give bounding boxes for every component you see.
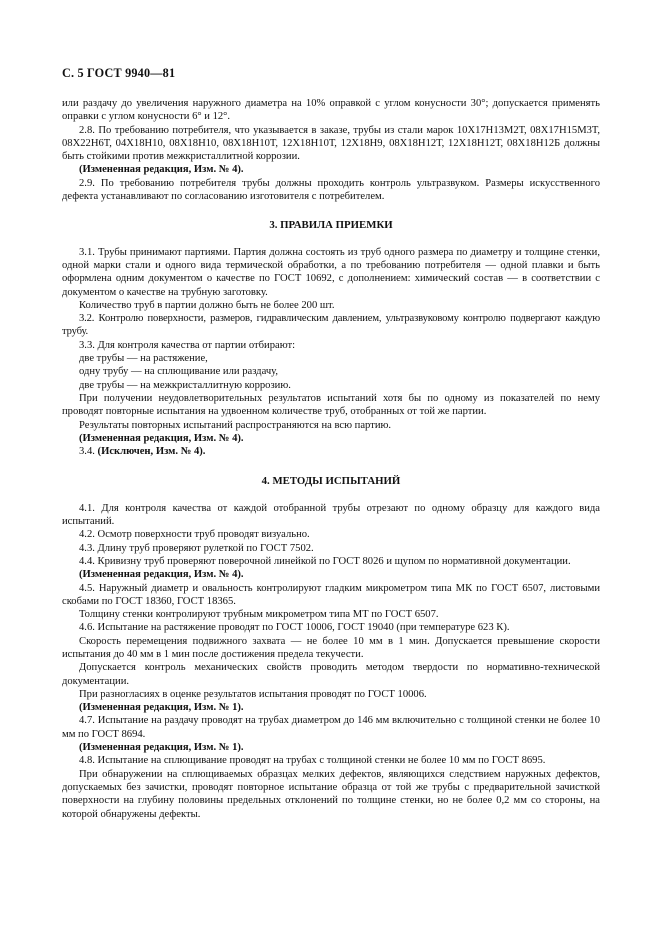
amendment-note: (Измененная редакция, Изм. № 4). [79,569,244,581]
paragraph: 4.8. Испытание на сплющивание проводят на трубах с толщиной стенки не более 10 мм по ГОСТ 8695. [79,755,546,767]
paragraph: При получении неудовлетворительных результатов испытаний хотя бы по одному из показателей по нему проводят повторные испытания на удвоенном количестве труб, отобранных от той же партии. [62,392,600,418]
paragraph: 3.3. Для контроля качества от партии отбирают: [79,339,296,351]
paragraph: 2.9. По требованию потребителя трубы должны проходить контроль ультразвуком. Размеры искусственного дефекта устанавливают по согласованию изготовителя с потребителем. [62,177,600,203]
paragraph: 3.1. Трубы принимают партиями. Партия должна состоять из труб одного размера по диаметру и толщине стенки, одной марки стали и одного вида термической обработки, а по требованию потребителя — одной плавки и быть оформлена одним документом о качестве по ГОСТ 10692, с дополнением: химический состав — в соответствии с документом о качестве на трубную заготовку. [62,246,600,298]
paragraph: 4.2. Осмотр поверхности труб проводят визуально. [79,529,310,541]
amendment-note: (Исключен, Изм. № 4). [97,446,206,458]
paragraph: При обнаружении на сплющиваемых образцах мелких дефектов, являющихся следствием наружных дефектов, допускаемых без зачистки, проводят повторное испытание образца от той же трубы с предварительной зачисткой поверхности на глубину половины предельных отклонений по толщине стенки, но не более 0,2 мм со стороны, на которой обнаружены дефекты. [62,768,600,820]
paragraph: 4.5. Наружный диаметр и овальность контролируют гладким микрометром типа МК по ГОСТ 6507, листовыми скобами по ГОСТ 18360, ГОСТ 18365. [62,582,600,607]
list-item: две трубы — на межкристаллитную коррозию. [79,379,291,391]
paragraph: 3.2. Контролю поверхности, размеров, гидравлическим давлением, ультразвуковому контролю подвергают каждую трубу. [62,313,600,338]
paragraph: Толщину стенки контролируют трубным микрометром типа МТ по ГОСТ 6507. [79,609,439,621]
paragraph: Результаты повторных испытаний распространяются на всю партию. [79,419,392,431]
paragraph: 4.1. Для контроля качества от каждой отобранной трубы отрезают по одному образцу для каждого вида испытаний. [62,502,600,528]
section-heading: 4. МЕТОДЫ ИСПЫТАНИЙ [261,475,401,488]
page-header: С. 5 ГОСТ 9940—81 [62,66,176,80]
paragraph: 4.4. Кривизну труб проверяют поверочной линейкой по ГОСТ 8026 и щупом по нормативной документации. [79,555,571,567]
amendment-note: (Измененная редакция, Изм. № 4). [79,432,244,444]
clause-number: 3.4. [79,446,95,458]
amendment-note: (Измененная редакция, Изм. № 1). [79,702,244,714]
paragraph: 4.6. Испытание на растяжение проводят по ГОСТ 10006, ГОСТ 19040 (при температуре 623 К). [79,622,510,634]
paragraph [62,445,600,458]
amendment-note: (Измененная редакция, Изм. № 1). [79,742,244,754]
paragraph: Допускается контроль механических свойств проводить методом твердости по нормативно-технической документации. [62,662,600,687]
list-item: две трубы — на растяжение, [79,353,208,365]
amendment-note: (Измененная редакция, Изм. № 4). [79,164,244,176]
paragraph: Скорость перемещения подвижного захвата — не более 10 мм в 1 мин. Допускается превышение скорости испытания до 40 мм в 1 мин после достижения предела текучести. [62,635,600,660]
paragraph: Количество труб в партии должно быть не более 200 шт. [79,299,335,311]
paragraph: При разногласиях в оценке результатов испытания проводят по ГОСТ 10006. [79,688,427,700]
paragraph: 4.7. Испытание на раздачу проводят на трубах диаметром до 146 мм включительно с толщиной стенки не более 10 мм по ГОСТ 8694. [62,715,600,740]
paragraph: или раздачу до увеличения наружного диаметра на 10% оправкой с углом конусности 30°; допускается применять оправки с углом конусности 6° и 12°. [62,98,600,123]
paragraph: 4.3. Длину труб проверяют рулеткой по ГОСТ 7502. [79,542,314,554]
document-body [62,97,600,821]
paragraph: 2.8. По требованию потребителя, что указывается в заказе, трубы из стали марок 10Х17Н13М2Т, 08Х17Н15М3Т, 08Х22Н6Т, 04Х18Н10, 08Х18Н10, 08Х18Н10Т, 12Х18Н10Т, 12Х18Н9, 08Х18Н12Т, 12Х18Н12Т, 08Х18Н12Б должны быть стойкими против межкристаллитной коррозии. [62,124,600,163]
section-heading: 3. ПРАВИЛА ПРИЕМКИ [269,219,393,232]
list-item: одну трубу — на сплющивание или раздачу, [79,366,279,378]
